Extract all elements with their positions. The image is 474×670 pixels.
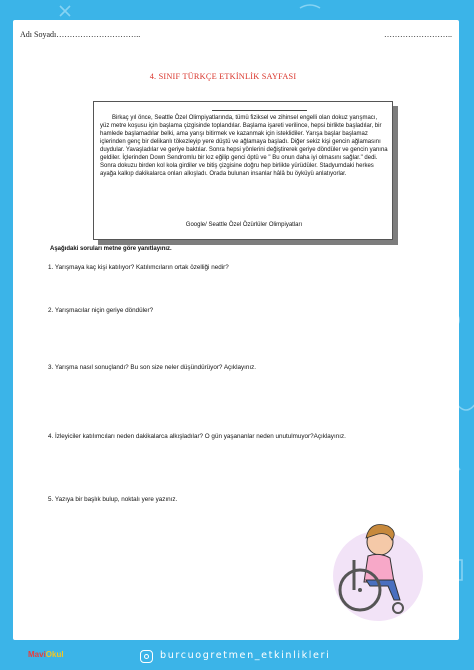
question-4: 4. İzleyiciler katılımcıları neden dakikalarca alkışladılar? O gün yaşananlar neden unutulmuyor?Açıklayınız. — [48, 433, 346, 440]
brand-logo-part-a: Mavi — [28, 650, 46, 659]
page-footer — [0, 645, 474, 670]
story-box — [93, 101, 393, 240]
question-5: 5. Yazıya bir başlık bulup, noktalı yere yazınız. — [48, 496, 178, 503]
student-name-line: Adı Soyadı………………………….. — [20, 30, 141, 39]
story-paragraph: Birkaç yıl önce, Seattle Özel Olimpiyatlarında, tümü fiziksel ve zihinsel engelli olan dokuz yarışmacı, yüz metre koşusu için başlama çizgisinde toplandılar. Başlama işareti verilince, hepsi birlikte başladılar, bir hamlede başlamadılar belki, ama yarışı bitirmek ve kazanmak için isteklidiler. Yarışa başlar başlamaz içlerinden genç bir delikanlı tökezleyip yere düştü ve ağlamaya başladı. Diğer sekiz kişi gencin ağlamasını duydular. Yavaşladılar ve geriye baktılar. Sonra hepsi yönlerini değiştirerek geriye döndüler ve gencin yanına geldiler. İçlerinden Down Sendromlu bir kız eğilip genci öptü ve " Bu onun daha iyi olmasını sağlar." dedi. Sonra dokuzu birden kol kola girdiler ve bitiş çizgisine doğru hep birlikte yürüdüler. Stadyumdaki herkes ayağa kalkıp dakikalarca onları alkışladı. Orada bulunan insanlar hâlâ bu öyküyü anlatıyorlar. — [100, 115, 388, 178]
instagram-icon — [140, 650, 153, 663]
question-3: 3. Yarışma nasıl sonuçlandı? Bu son size neler düşündürüyor? Açıklayınız. — [48, 364, 257, 371]
story-top-rule — [212, 110, 307, 111]
instagram-handle[interactable]: burcuogretmen_etkinlikleri — [160, 650, 331, 661]
story-source: Google/ Seattle Özel Özürlüler Olimpiyatları — [185, 222, 303, 228]
page-title: 4. SINIF TÜRKÇE ETKİNLİK SAYFASI — [149, 72, 297, 81]
wheelchair-girl-illustration — [336, 520, 416, 616]
date-line: …………………….. — [384, 30, 452, 39]
brand-logo — [28, 650, 64, 659]
brand-logo-part-b: Okul — [45, 650, 64, 659]
question-1: 1. Yarışmaya kaç kişi katılıyor? Katılımcıların ortak özelliği nedir? — [48, 264, 229, 271]
instruction-text: Aşağıdaki soruları metne göre yanıtlayınız. — [50, 246, 172, 252]
question-2: 2. Yarışmacılar niçin geriye döndüler? — [48, 307, 154, 314]
